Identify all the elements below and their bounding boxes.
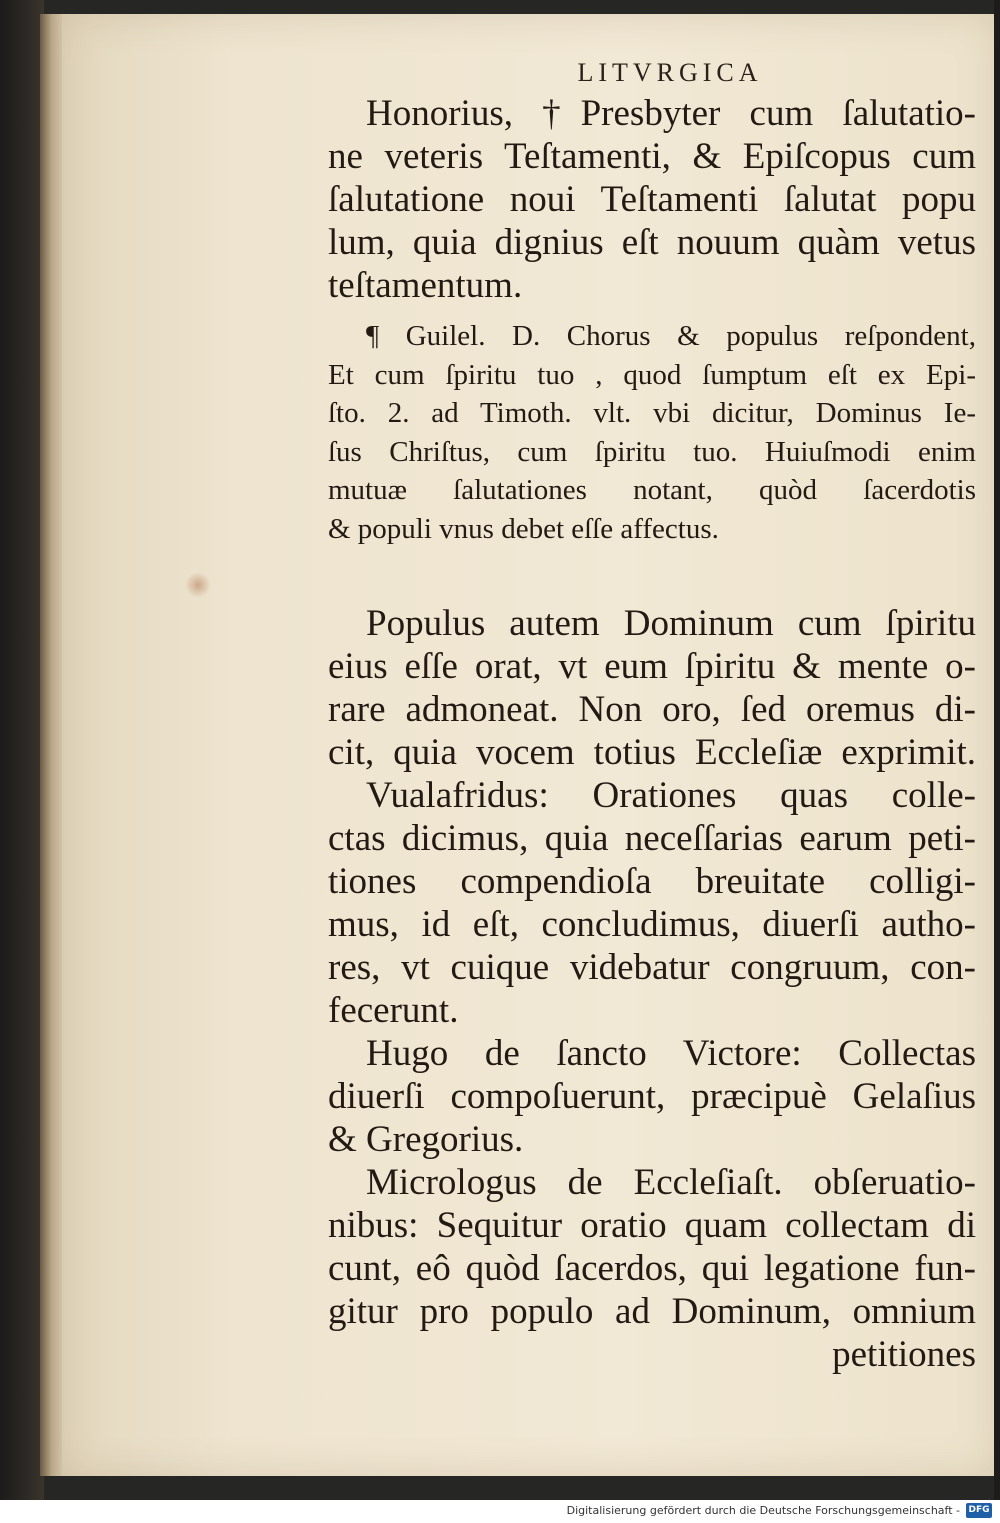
text-line: Et cum ſpiritu tuo , quod ſumptum eſt ex Epi- bbox=[328, 358, 976, 391]
text-line: Populus autem Dominum cum ſpiritu bbox=[366, 603, 976, 644]
funding-credit: Digitalisierung gefördert durch die Deutsche Forschungsgemeinschaft - bbox=[566, 1504, 960, 1517]
text-line: lum, quia dignius eſt nouum quàm vetus bbox=[328, 222, 976, 263]
text-line: Hugo de ſancto Victore: Collectas bbox=[366, 1033, 976, 1074]
text-line: teſtamentum. bbox=[328, 265, 523, 306]
text-line: mus, id eſt, concludimus, diuerſi autho- bbox=[328, 904, 976, 945]
text-line: fecerunt. bbox=[328, 990, 459, 1031]
text-line: eius eſſe orat, vt eum ſpiritu & mente o- bbox=[328, 646, 976, 687]
text-line: rare admoneat. Non oro, ſed oremus di- bbox=[328, 689, 976, 730]
footer-bar bbox=[0, 1500, 1000, 1523]
text-line: & populi vnus debet eſſe affectus. bbox=[328, 512, 719, 545]
text-line: mutuæ ſalutationes notant, quòd ſacerdotis bbox=[328, 474, 976, 506]
catchword: petitiones bbox=[832, 1334, 976, 1375]
text-line: res, vt cuique videbatur congruum, con- bbox=[328, 947, 976, 988]
running-head: LITVRGICA bbox=[577, 58, 763, 87]
text-line: ctas dicimus, quia neceſſarias earum peti- bbox=[328, 818, 976, 859]
text-line: cit, quia vocem totius Eccleſiæ exprimit. bbox=[328, 732, 976, 773]
text-line: Vualafridus: Orationes quas colle- bbox=[366, 775, 976, 816]
text-line: ne veteris Teſtamenti, & Epiſcopus cum bbox=[328, 136, 976, 177]
text-line: tiones compendioſa breuitate colligi- bbox=[328, 861, 976, 902]
text-line: ſto. 2. ad Timoth. vlt. vbi dicitur, Dominus Ie- bbox=[328, 397, 976, 429]
text-line: Honorius, †Presbyter cum ſalutatio- bbox=[366, 93, 976, 134]
text-line: ſus Chriſtus, cum ſpiritu tuo. Huiuſmodi enim bbox=[328, 435, 976, 468]
dfg-logo-icon: DFG bbox=[966, 1503, 992, 1518]
main-text bbox=[328, 92, 976, 1376]
paper-stain bbox=[185, 572, 211, 598]
text-line: ¶ Guilel. D. Chorus & populus reſpondent, bbox=[366, 320, 976, 352]
text-line: nibus: Sequitur oratio quam collectam di bbox=[328, 1205, 976, 1246]
text-line: & Gregorius. bbox=[328, 1119, 524, 1160]
text-line: diuerſi compoſuerunt, præcipuè Gelaſius bbox=[328, 1076, 976, 1117]
text-line: gitur pro populo ad Dominum, omnium bbox=[328, 1291, 976, 1332]
text-line: Micrologus de Eccleſiaſt. obſeruatio- bbox=[366, 1162, 976, 1203]
book-spine bbox=[0, 0, 44, 1500]
scan-border bbox=[994, 0, 1000, 1500]
text-line: cunt, eô quòd ſacerdos, qui legatione fun- bbox=[328, 1248, 976, 1289]
text-line: ſalutatione noui Teſtamenti ſalutat popu bbox=[328, 179, 976, 220]
